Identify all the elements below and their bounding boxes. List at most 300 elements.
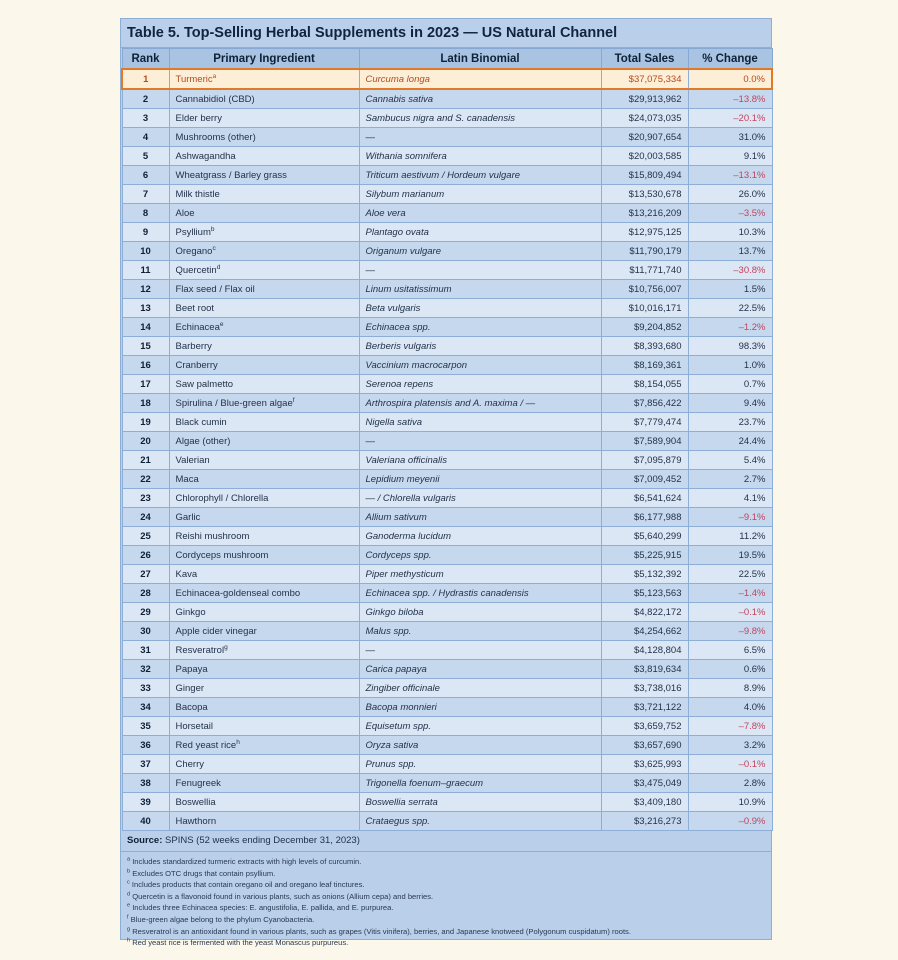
ingredient-cell — [169, 185, 359, 204]
total-sales-cell: $11,790,179 — [601, 242, 688, 261]
percent-change-cell: –9.1% — [688, 508, 772, 527]
percent-change-cell: –9.8% — [688, 622, 772, 641]
percent-change-cell: –13.1% — [688, 166, 772, 185]
column-header-latin-binomial: Latin Binomial — [359, 49, 601, 70]
latin-binomial-cell: Oryza sativa — [359, 736, 601, 755]
ingredient-cell — [169, 774, 359, 793]
table-row — [122, 660, 772, 679]
total-sales-cell: $13,216,209 — [601, 204, 688, 223]
latin-binomial-cell: — — [359, 641, 601, 660]
ingredient-cell — [169, 793, 359, 812]
total-sales-cell: $29,913,962 — [601, 89, 688, 109]
total-sales-cell: $3,409,180 — [601, 793, 688, 812]
rank-cell: 25 — [122, 527, 169, 546]
total-sales-cell: $3,216,273 — [601, 812, 688, 831]
ingredient-name: Cherry — [175, 758, 205, 770]
total-sales-cell: $4,254,662 — [601, 622, 688, 641]
footnote-mark: a — [127, 856, 131, 863]
rank-cell: 17 — [122, 375, 169, 394]
rank-cell: 39 — [122, 793, 169, 812]
percent-change-cell: 6.5% — [688, 641, 772, 660]
table-row — [122, 337, 772, 356]
latin-binomial-cell: Ginkgo biloba — [359, 603, 601, 622]
table-row — [122, 432, 772, 451]
rank-cell: 27 — [122, 565, 169, 584]
footnote-text: Red yeast rice is fermented with the yeast Monascus purpureus. — [132, 938, 349, 948]
table-row — [122, 166, 772, 185]
percent-change-cell: –3.5% — [688, 204, 772, 223]
footnote-d — [127, 891, 765, 903]
footnote-marker: a — [212, 72, 217, 80]
rank-cell: 28 — [122, 584, 169, 603]
table-body — [122, 69, 772, 831]
ingredient-cell — [169, 698, 359, 717]
ingredient-name: Valerian — [175, 454, 210, 466]
ingredient-name: Beet root — [175, 302, 215, 314]
ingredient-cell — [169, 546, 359, 565]
latin-binomial-cell: Aloe vera — [359, 204, 601, 223]
total-sales-cell: $5,640,299 — [601, 527, 688, 546]
total-sales-cell: $4,822,172 — [601, 603, 688, 622]
footnotes — [121, 852, 771, 949]
percent-change-cell: 4.0% — [688, 698, 772, 717]
ingredient-cell — [169, 261, 359, 280]
table-row — [122, 69, 772, 89]
ingredient-name: Cannabidiol (CBD) — [175, 93, 255, 105]
table-row — [122, 679, 772, 698]
latin-binomial-cell: Echinacea spp. — [359, 318, 601, 337]
ingredient-cell — [169, 812, 359, 831]
table-row — [122, 318, 772, 337]
footnote-text: Excludes OTC drugs that contain psyllium. — [132, 868, 276, 878]
table-row — [122, 736, 772, 755]
latin-binomial-cell: Ganoderma lucidum — [359, 527, 601, 546]
ingredient-name: Chlorophyll / Chlorella — [175, 492, 269, 504]
ingredient-cell — [169, 622, 359, 641]
rank-cell: 18 — [122, 394, 169, 413]
table-row — [122, 109, 772, 128]
ingredient-cell — [169, 69, 359, 89]
latin-binomial-cell: Trigonella foenum–graecum — [359, 774, 601, 793]
table-row — [122, 641, 772, 660]
table-title: Table 5. Top-Selling Herbal Supplements in 2023 — US Natural Channel — [121, 19, 771, 48]
footnote-e — [127, 902, 765, 914]
total-sales-cell: $10,756,007 — [601, 280, 688, 299]
latin-binomial-cell: Silybum marianum — [359, 185, 601, 204]
rank-cell: 37 — [122, 755, 169, 774]
footnote-text: Quercetin is a flavonoid found in various plants, such as onions (Allium cepa) and berries. — [132, 891, 434, 901]
total-sales-cell: $8,393,680 — [601, 337, 688, 356]
ingredient-name: Mushrooms (other) — [175, 131, 256, 143]
percent-change-cell: –20.1% — [688, 109, 772, 128]
ingredient-cell — [169, 755, 359, 774]
total-sales-cell: $6,177,988 — [601, 508, 688, 527]
total-sales-cell: $3,819,634 — [601, 660, 688, 679]
latin-binomial-cell: Malus spp. — [359, 622, 601, 641]
ingredient-name: Ginkgo — [175, 606, 206, 618]
footnote-mark: g — [127, 926, 131, 933]
percent-change-cell: 1.5% — [688, 280, 772, 299]
ingredient-cell — [169, 337, 359, 356]
latin-binomial-cell: Zingiber officinale — [359, 679, 601, 698]
table-row — [122, 261, 772, 280]
ingredient-name: Boswellia — [175, 796, 216, 808]
table-row — [122, 755, 772, 774]
latin-binomial-cell: Curcuma longa — [359, 69, 601, 89]
percent-change-cell: –0.1% — [688, 755, 772, 774]
ingredient-name: Ginger — [175, 682, 205, 694]
ingredient-cell — [169, 679, 359, 698]
rank-cell: 33 — [122, 679, 169, 698]
rank-cell: 2 — [122, 89, 169, 109]
footnote-marker: c — [212, 244, 216, 252]
latin-binomial-cell: Lepidium meyenii — [359, 470, 601, 489]
column-header-total-sales: Total Sales — [601, 49, 688, 70]
rank-cell: 34 — [122, 698, 169, 717]
ingredient-name: Aloe — [175, 207, 195, 219]
table-row — [122, 622, 772, 641]
percent-change-cell: 4.1% — [688, 489, 772, 508]
ingredient-name: Spirulina / Blue-green algae — [175, 397, 293, 409]
ingredient-name: Ashwagandha — [175, 150, 236, 162]
footnote-c — [127, 879, 765, 891]
ingredient-cell — [169, 280, 359, 299]
latin-binomial-cell: Allium sativum — [359, 508, 601, 527]
ingredient-cell — [169, 508, 359, 527]
table-row — [122, 242, 772, 261]
table-row — [122, 584, 772, 603]
rank-cell: 36 — [122, 736, 169, 755]
ingredient-name: Reishi mushroom — [175, 530, 250, 542]
percent-change-cell: –1.2% — [688, 318, 772, 337]
ingredient-cell — [169, 109, 359, 128]
percent-change-cell: –7.8% — [688, 717, 772, 736]
rank-cell: 35 — [122, 717, 169, 736]
ingredient-cell — [169, 166, 359, 185]
ingredient-name: Fenugreek — [175, 777, 221, 789]
footnote-text: Resveratrol is an antioxidant found in various plants, such as grapes (Vitis vinifera), berries, and Japanese knotweed (Polygonum cuspidatum) roots. — [132, 926, 631, 936]
percent-change-cell: 13.7% — [688, 242, 772, 261]
ingredient-cell — [169, 318, 359, 337]
total-sales-cell: $7,589,904 — [601, 432, 688, 451]
latin-binomial-cell: Equisetum spp. — [359, 717, 601, 736]
ingredient-cell — [169, 565, 359, 584]
percent-change-cell: 2.8% — [688, 774, 772, 793]
footnote-marker: e — [219, 320, 224, 328]
percent-change-cell: 3.2% — [688, 736, 772, 755]
table-row — [122, 299, 772, 318]
ingredient-name: Red yeast rice — [175, 739, 237, 751]
latin-binomial-cell: Echinacea spp. / Hydrastis canadensis — [359, 584, 601, 603]
table-row — [122, 204, 772, 223]
footnote-f — [127, 914, 765, 926]
ingredient-name: Echinacea-goldenseal combo — [175, 587, 301, 599]
ingredient-cell — [169, 356, 359, 375]
ingredient-name: Quercetin — [175, 264, 217, 276]
ingredient-name: Apple cider vinegar — [175, 625, 257, 637]
percent-change-cell: 0.7% — [688, 375, 772, 394]
ingredient-cell — [169, 527, 359, 546]
total-sales-cell: $3,625,993 — [601, 755, 688, 774]
ingredient-cell — [169, 375, 359, 394]
ingredient-name: Echinacea — [175, 321, 220, 333]
ingredient-cell — [169, 147, 359, 166]
total-sales-cell: $6,541,624 — [601, 489, 688, 508]
latin-binomial-cell: Origanum vulgare — [359, 242, 601, 261]
total-sales-cell: $7,779,474 — [601, 413, 688, 432]
rank-cell: 1 — [122, 69, 169, 89]
total-sales-cell: $11,771,740 — [601, 261, 688, 280]
footnote-b — [127, 868, 765, 880]
ingredient-cell — [169, 432, 359, 451]
table-row — [122, 489, 772, 508]
rank-cell: 7 — [122, 185, 169, 204]
table-row — [122, 812, 772, 831]
percent-change-cell: 8.9% — [688, 679, 772, 698]
rank-cell: 23 — [122, 489, 169, 508]
ingredient-name: Milk thistle — [175, 188, 220, 200]
percent-change-cell: 11.2% — [688, 527, 772, 546]
table-row — [122, 375, 772, 394]
table-row — [122, 451, 772, 470]
table-row — [122, 774, 772, 793]
rank-cell: 9 — [122, 223, 169, 242]
table-row — [122, 185, 772, 204]
source-label: Source: — [127, 835, 163, 846]
column-header-primary-ingredient: Primary Ingredient — [169, 49, 359, 70]
rank-cell: 14 — [122, 318, 169, 337]
footnote-marker: f — [292, 396, 295, 404]
rank-cell: 8 — [122, 204, 169, 223]
latin-binomial-cell: Nigella sativa — [359, 413, 601, 432]
latin-binomial-cell: Valeriana officinalis — [359, 451, 601, 470]
total-sales-cell: $10,016,171 — [601, 299, 688, 318]
ingredient-cell — [169, 413, 359, 432]
rank-cell: 5 — [122, 147, 169, 166]
ingredient-cell — [169, 89, 359, 109]
percent-change-cell: –0.1% — [688, 603, 772, 622]
table-row — [122, 147, 772, 166]
rank-cell: 4 — [122, 128, 169, 147]
total-sales-cell: $37,075,334 — [601, 69, 688, 89]
total-sales-cell: $8,169,361 — [601, 356, 688, 375]
table-row — [122, 565, 772, 584]
table-row — [122, 413, 772, 432]
ingredient-cell — [169, 641, 359, 660]
latin-binomial-cell: — — [359, 432, 601, 451]
rank-cell: 30 — [122, 622, 169, 641]
latin-binomial-cell: — / Chlorella vulgaris — [359, 489, 601, 508]
footnote-text: Includes standardized turmeric extracts with high levels of curcumin. — [132, 857, 362, 866]
percent-change-cell: 1.0% — [688, 356, 772, 375]
latin-binomial-cell: Plantago ovata — [359, 223, 601, 242]
source-text: SPINS (52 weeks ending December 31, 2023) — [165, 835, 360, 846]
total-sales-cell: $3,475,049 — [601, 774, 688, 793]
total-sales-cell: $3,738,016 — [601, 679, 688, 698]
total-sales-cell: $3,659,752 — [601, 717, 688, 736]
rank-cell: 32 — [122, 660, 169, 679]
total-sales-cell: $7,009,452 — [601, 470, 688, 489]
footnote-g — [127, 926, 765, 938]
table-row — [122, 717, 772, 736]
ingredient-cell — [169, 299, 359, 318]
ingredient-name: Cordyceps mushroom — [175, 549, 269, 561]
latin-binomial-cell: Berberis vulgaris — [359, 337, 601, 356]
rank-cell: 11 — [122, 261, 169, 280]
footnote-marker: d — [216, 263, 221, 271]
ingredient-name: Psyllium — [175, 226, 211, 238]
rank-cell: 26 — [122, 546, 169, 565]
ingredient-name: Bacopa — [175, 701, 208, 713]
total-sales-cell: $5,225,915 — [601, 546, 688, 565]
latin-binomial-cell: Beta vulgaris — [359, 299, 601, 318]
ingredient-cell — [169, 470, 359, 489]
table-row — [122, 527, 772, 546]
ingredient-name: Kava — [175, 568, 198, 580]
table-row — [122, 793, 772, 812]
table-row — [122, 356, 772, 375]
footnote-text: Includes products that contain oregano oil and oregano leaf tinctures. — [131, 880, 365, 890]
latin-binomial-cell: Arthrospira platensis and A. maxima / — — [359, 394, 601, 413]
table-header-row — [122, 49, 772, 70]
footnote-marker: b — [210, 225, 215, 233]
ingredient-name: Wheatgrass / Barley grass — [175, 169, 287, 181]
total-sales-cell: $3,657,690 — [601, 736, 688, 755]
percent-change-cell: 0.6% — [688, 660, 772, 679]
rank-cell: 24 — [122, 508, 169, 527]
ingredient-cell — [169, 489, 359, 508]
percent-change-cell: 24.4% — [688, 432, 772, 451]
percent-change-cell: –1.4% — [688, 584, 772, 603]
ingredient-name: Elder berry — [175, 112, 222, 124]
table-row — [122, 89, 772, 109]
rank-cell: 38 — [122, 774, 169, 793]
footnote-marker: g — [224, 643, 228, 651]
supplements-table-card — [120, 18, 772, 948]
table-row — [122, 128, 772, 147]
latin-binomial-cell: Withania somnifera — [359, 147, 601, 166]
ingredient-name: Black cumin — [175, 416, 227, 428]
latin-binomial-cell: Cordyceps spp. — [359, 546, 601, 565]
latin-binomial-cell: Prunus spp. — [359, 755, 601, 774]
percent-change-cell: 22.5% — [688, 565, 772, 584]
ingredient-name: Barberry — [175, 340, 212, 352]
latin-binomial-cell: Linum usitatissimum — [359, 280, 601, 299]
column-header-rank: Rank — [122, 49, 169, 70]
footnote-mark: e — [127, 902, 131, 909]
rank-cell: 22 — [122, 470, 169, 489]
footnote-text: Blue-green algae belong to the phylum Cyanobacteria. — [130, 914, 315, 924]
percent-change-cell: –13.8% — [688, 89, 772, 109]
ingredient-name: Hawthorn — [175, 815, 217, 827]
latin-binomial-cell: Crataegus spp. — [359, 812, 601, 831]
table-row — [122, 546, 772, 565]
latin-binomial-cell: Carica papaya — [359, 660, 601, 679]
latin-binomial-cell: Bacopa monnieri — [359, 698, 601, 717]
footnote-marker: h — [236, 738, 240, 746]
rank-cell: 21 — [122, 451, 169, 470]
total-sales-cell: $15,809,494 — [601, 166, 688, 185]
table-row — [122, 698, 772, 717]
rank-cell: 10 — [122, 242, 169, 261]
total-sales-cell: $7,856,422 — [601, 394, 688, 413]
ingredient-cell — [169, 717, 359, 736]
total-sales-cell: $20,907,654 — [601, 128, 688, 147]
ingredient-cell — [169, 451, 359, 470]
total-sales-cell: $8,154,055 — [601, 375, 688, 394]
ingredient-cell — [169, 128, 359, 147]
ingredient-name: Garlic — [175, 511, 201, 523]
ingredient-cell — [169, 204, 359, 223]
latin-binomial-cell: — — [359, 261, 601, 280]
percent-change-cell: 9.4% — [688, 394, 772, 413]
rank-cell: 40 — [122, 812, 169, 831]
rank-cell: 29 — [122, 603, 169, 622]
footnote-mark: h — [127, 937, 131, 944]
footnote-text: Includes three Echinacea species: E. angustifolia, E. pallida, and E. purpurea. — [132, 903, 394, 913]
ingredient-name: Algae (other) — [175, 435, 231, 447]
rank-cell: 31 — [122, 641, 169, 660]
total-sales-cell: $3,721,122 — [601, 698, 688, 717]
percent-change-cell: 5.4% — [688, 451, 772, 470]
source-line — [121, 831, 771, 852]
column-header-percent-change: % Change — [688, 49, 772, 70]
percent-change-cell: 9.1% — [688, 147, 772, 166]
ingredient-name: Cranberry — [175, 359, 218, 371]
percent-change-cell: –30.8% — [688, 261, 772, 280]
ingredient-cell — [169, 584, 359, 603]
percent-change-cell: 98.3% — [688, 337, 772, 356]
footnote-h — [127, 937, 765, 949]
table-row — [122, 223, 772, 242]
percent-change-cell: 31.0% — [688, 128, 772, 147]
rank-cell: 3 — [122, 109, 169, 128]
supplements-table — [121, 48, 773, 831]
total-sales-cell: $5,132,392 — [601, 565, 688, 584]
footnote-mark: c — [127, 879, 130, 886]
ingredient-name: Resveratrol — [175, 644, 225, 656]
ingredient-name: Saw palmetto — [175, 378, 234, 390]
total-sales-cell: $4,128,804 — [601, 641, 688, 660]
rank-cell: 16 — [122, 356, 169, 375]
latin-binomial-cell: Boswellia serrata — [359, 793, 601, 812]
rank-cell: 12 — [122, 280, 169, 299]
rank-cell: 6 — [122, 166, 169, 185]
ingredient-cell — [169, 242, 359, 261]
ingredient-cell — [169, 603, 359, 622]
latin-binomial-cell: — — [359, 128, 601, 147]
ingredient-cell — [169, 660, 359, 679]
percent-change-cell: 10.3% — [688, 223, 772, 242]
rank-cell: 20 — [122, 432, 169, 451]
percent-change-cell: 23.7% — [688, 413, 772, 432]
percent-change-cell: 10.9% — [688, 793, 772, 812]
ingredient-name: Horsetail — [175, 720, 213, 732]
footnote-mark: f — [127, 914, 129, 921]
total-sales-cell: $7,095,879 — [601, 451, 688, 470]
ingredient-name: Flax seed / Flax oil — [175, 283, 255, 295]
ingredient-cell — [169, 736, 359, 755]
percent-change-cell: 2.7% — [688, 470, 772, 489]
latin-binomial-cell: Serenoa repens — [359, 375, 601, 394]
ingredient-name: Maca — [175, 473, 199, 485]
table-row — [122, 394, 772, 413]
ingredient-name: Papaya — [175, 663, 208, 675]
footnote-mark: d — [127, 891, 131, 898]
total-sales-cell: $12,975,125 — [601, 223, 688, 242]
latin-binomial-cell: Piper methysticum — [359, 565, 601, 584]
table-row — [122, 508, 772, 527]
